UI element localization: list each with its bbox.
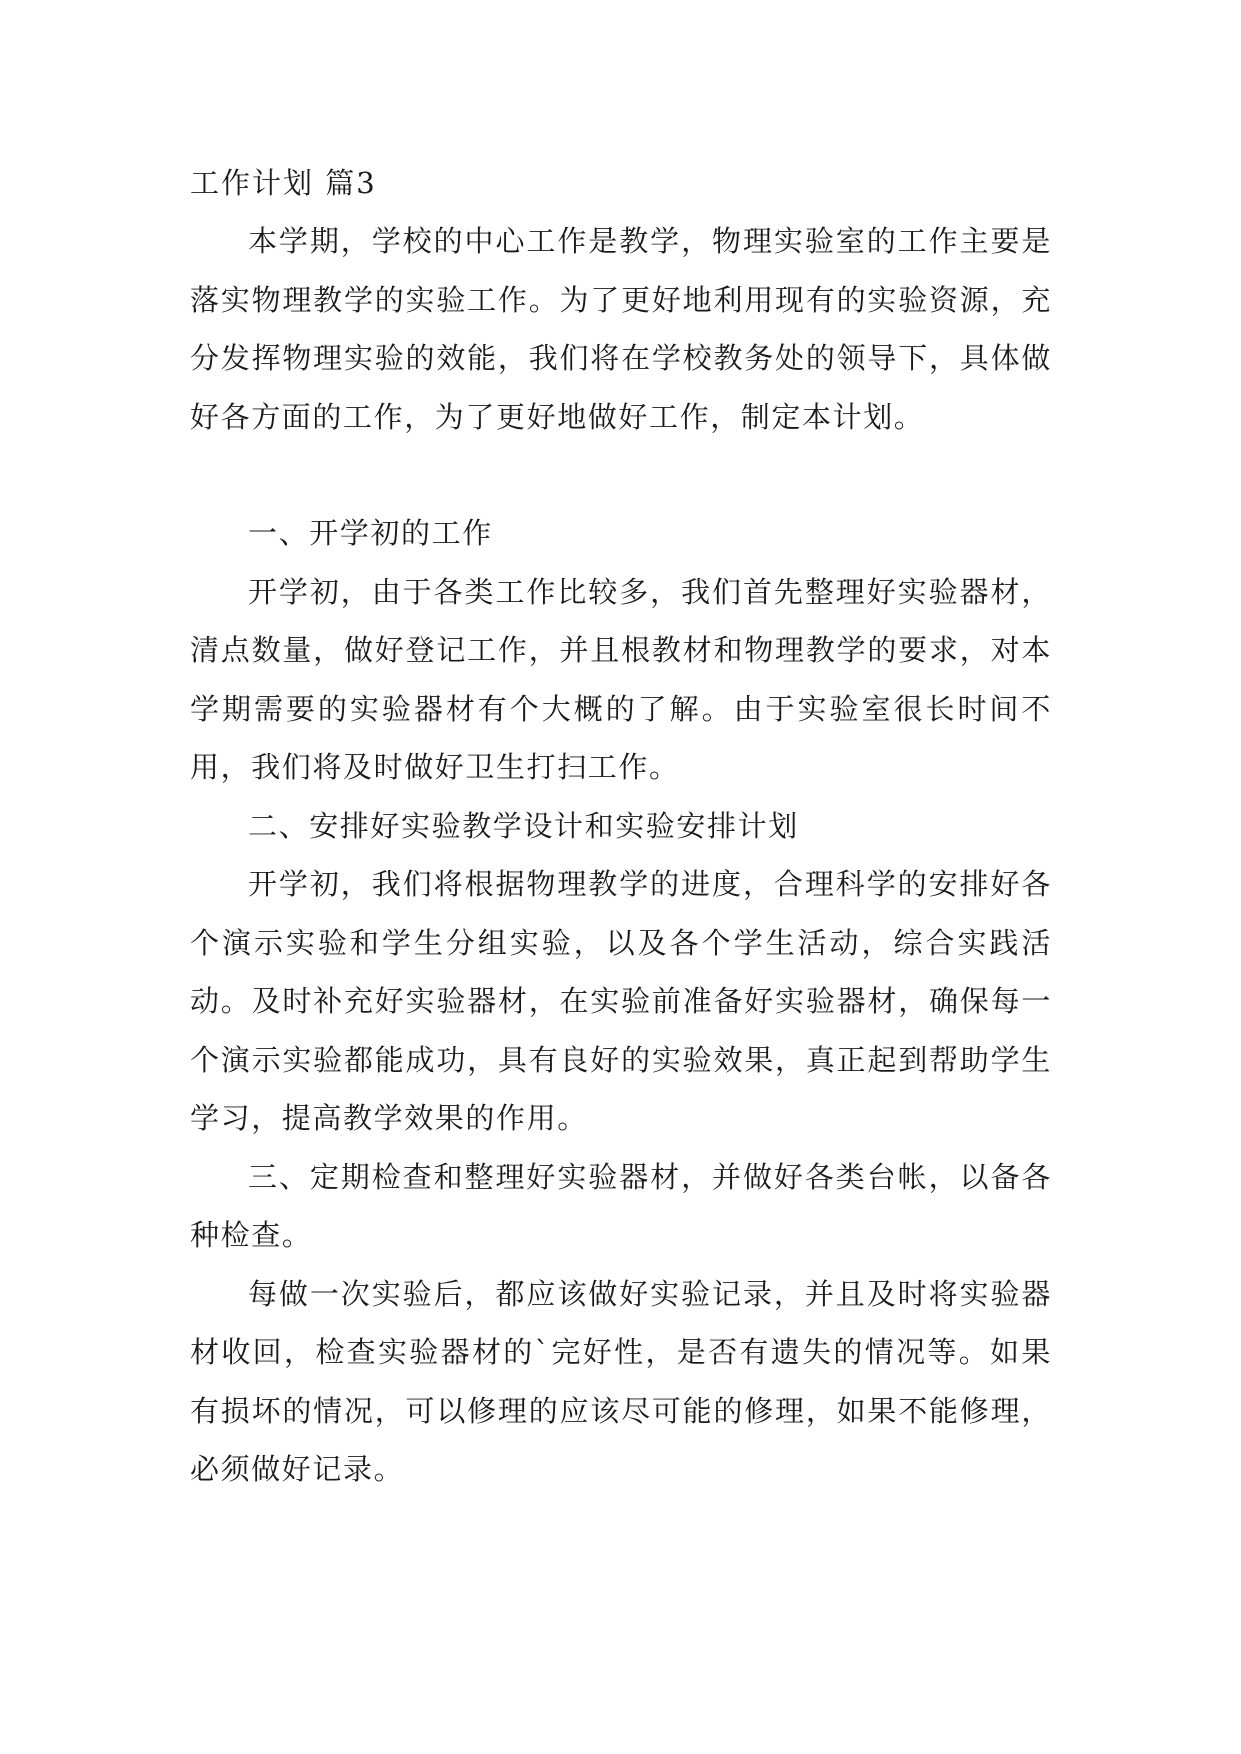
document-title: 工作计划 篇3 bbox=[190, 166, 377, 200]
section-3-body: 每做一次实验后，都应该做好实验记录，并且及时将实验器材收回，检查实验器材的`完好性，是否有遗失的情况等。如果有损坏的情况，可以修理的应该尽可能的修理，如果不能修理，必须做好记录。 bbox=[190, 1276, 1052, 1486]
section-2-body: 开学初，我们将根据物理教学的进度，合理科学的安排好各个演示实验和学生分组实验，以及各个学生活动，综合实践活动。及时补充好实验器材，在实验前准备好实验器材，确保每一个演示实验都能成功，具有良好的实验效果，真正起到帮助学生学习，提高教学效果的作用。 bbox=[190, 867, 1052, 1135]
document-content bbox=[190, 154, 1052, 1499]
section-1-heading: 一、开学初的工作 bbox=[248, 516, 493, 550]
section-3-heading: 三、定期检查和整理好实验器材，并做好各类台帐，以备各种检查。 bbox=[190, 1159, 1052, 1252]
section-1-body: 开学初，由于各类工作比较多，我们首先整理好实验器材，清点数量，做好登记工作，并且根教材和物理教学的要求，对本学期需要的实验器材有个大概的了解。由于实验室很长时间不用，我们将及时做好卫生打扫工作。 bbox=[190, 574, 1052, 784]
intro-paragraph: 本学期，学校的中心工作是教学，物理实验室的工作主要是落实物理教学的实验工作。为了更好地利用现有的实验资源，充分发挥物理实验的效能，我们将在学校教务处的领导下，具体做好各方面的工作，为了更好地做好工作，制定本计划。 bbox=[190, 224, 1052, 434]
section-2-heading: 二、安排好实验教学设计和实验安排计划 bbox=[248, 808, 799, 843]
paragraph-gap bbox=[190, 446, 1052, 504]
